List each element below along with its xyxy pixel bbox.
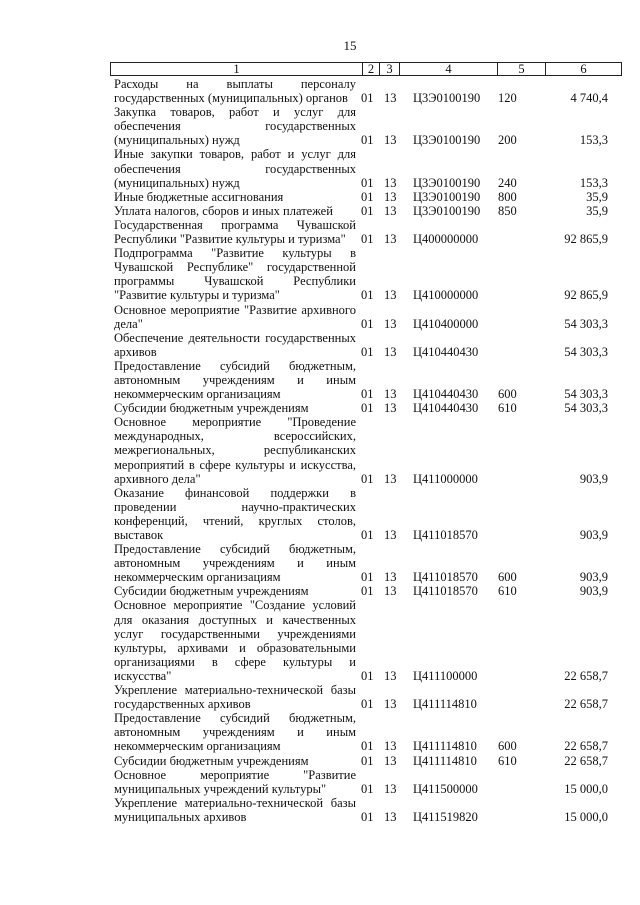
row-name: Предоставление субсидий бюджетным, автономным учреждениям и иным некоммерческим организациям <box>114 711 356 754</box>
row-target-article: Ц411500000 <box>413 781 478 796</box>
row-podrazdel: 13 <box>384 471 397 486</box>
row-name: Расходы на выплаты персоналу государственных (муниципальных) органов <box>114 77 356 106</box>
row-sum: 15 000,0 <box>564 781 608 796</box>
row-name: Основное мероприятие "Развитие архивного дела" <box>114 302 356 331</box>
row-razdel: 01 <box>361 288 374 303</box>
row-sum: 54 303,3 <box>564 387 608 402</box>
row-razdel: 01 <box>361 570 374 585</box>
row-target-article: Ц3Э0100190 <box>413 189 481 204</box>
row-name: Укрепление материально-технической базы государственных архивов <box>114 683 356 712</box>
row-razdel: 01 <box>361 584 374 599</box>
row-podrazdel: 13 <box>384 288 397 303</box>
row-target-article: Ц400000000 <box>413 232 479 247</box>
row-podrazdel: 13 <box>384 91 397 106</box>
row-name: Укрепление материально-технической базы муниципальных архивов <box>114 795 356 824</box>
row-podrazdel: 13 <box>384 668 397 683</box>
row-target-article: Ц411519820 <box>413 809 478 824</box>
row-target-article: Ц3Э0100190 <box>413 203 481 218</box>
table-row <box>114 598 624 683</box>
row-target-article: Ц411114810 <box>413 697 477 712</box>
row-sum: 35,9 <box>586 203 608 218</box>
row-podrazdel: 13 <box>384 781 397 796</box>
row-expense-type: 800 <box>498 189 517 204</box>
table-body <box>114 77 624 824</box>
row-razdel: 01 <box>361 401 374 416</box>
row-expense-type: 610 <box>498 584 517 599</box>
row-target-article: Ц411018570 <box>413 528 478 542</box>
row-name: Субсидии бюджетным учреждениям <box>114 753 309 768</box>
table-row <box>114 331 624 359</box>
row-sum: 54 303,3 <box>564 344 608 359</box>
row-razdel: 01 <box>361 91 374 106</box>
row-podrazdel: 13 <box>384 387 397 402</box>
row-podrazdel: 13 <box>384 133 397 148</box>
row-razdel: 01 <box>361 739 374 754</box>
row-sum: 15 000,0 <box>564 809 608 824</box>
row-podrazdel: 13 <box>384 753 397 768</box>
table-row <box>114 768 624 796</box>
header-col-4: 4 <box>400 63 498 75</box>
row-sum: 4 740,4 <box>570 91 608 106</box>
row-razdel: 01 <box>361 175 374 190</box>
table-row <box>114 303 624 331</box>
row-sum: 92 865,9 <box>564 232 608 247</box>
row-target-article: Ц411000000 <box>413 471 478 486</box>
row-name: Иные бюджетные ассигнования <box>114 189 284 204</box>
row-target-article: Ц411018570 <box>413 570 478 585</box>
table-row <box>114 105 624 147</box>
row-sum: 22 658,7 <box>564 739 608 754</box>
row-razdel: 01 <box>361 344 374 359</box>
row-sum: 153,3 <box>579 175 608 190</box>
row-expense-type: 200 <box>498 133 517 148</box>
row-razdel: 01 <box>361 528 374 542</box>
row-razdel: 01 <box>361 753 374 768</box>
row-name: Субсидии бюджетным учреждениям <box>114 401 309 416</box>
row-name: Иные закупки товаров, работ и услуг для обеспечения государственных (муниципальных) нужд <box>114 147 356 190</box>
row-podrazdel: 13 <box>384 232 397 247</box>
table-row <box>114 218 624 246</box>
row-razdel: 01 <box>361 668 374 683</box>
row-razdel: 01 <box>361 189 374 204</box>
row-razdel: 01 <box>361 387 374 402</box>
row-expense-type: 600 <box>498 739 517 754</box>
row-target-article: Ц410000000 <box>413 288 479 303</box>
row-target-article: Ц410440430 <box>413 387 479 402</box>
row-name: Обеспечение деятельности государственных архивов <box>114 330 356 359</box>
table-row <box>114 190 624 204</box>
row-podrazdel: 13 <box>384 809 397 824</box>
row-name: Закупка товаров, работ и услуг для обеспечения государственных (муниципальных) нужд <box>114 105 356 148</box>
row-sum: 54 303,3 <box>564 401 608 416</box>
row-sum: 903,9 <box>579 570 608 585</box>
table-row <box>114 796 624 824</box>
row-expense-type: 610 <box>498 753 517 768</box>
header-col-5: 5 <box>498 63 546 75</box>
row-sum: 92 865,9 <box>564 288 608 303</box>
row-podrazdel: 13 <box>384 584 397 599</box>
row-expense-type: 600 <box>498 570 517 585</box>
row-podrazdel: 13 <box>384 189 397 204</box>
row-target-article: Ц411100000 <box>413 668 478 683</box>
header-col-2: 2 <box>363 63 380 75</box>
table-row <box>114 246 624 302</box>
row-sum: 903,9 <box>579 584 608 599</box>
header-col-1: 1 <box>111 63 363 75</box>
row-podrazdel: 13 <box>384 528 397 542</box>
row-podrazdel: 13 <box>384 175 397 190</box>
row-sum: 22 658,7 <box>564 753 608 768</box>
row-name: Основное мероприятие "Проведение международных, всероссийских, межрегиональных, республиканских мероприятий в сфере культуры и искусства, архивного дела" <box>114 415 356 486</box>
row-sum: 35,9 <box>586 189 608 204</box>
table-header <box>110 62 622 76</box>
table-row <box>114 754 624 768</box>
row-sum: 54 303,3 <box>564 316 608 331</box>
row-target-article: Ц410440430 <box>413 401 479 416</box>
row-sum: 22 658,7 <box>564 697 608 712</box>
header-col-3: 3 <box>380 63 400 75</box>
row-podrazdel: 13 <box>384 316 397 331</box>
row-target-article: Ц3Э0100190 <box>413 175 481 190</box>
table-row <box>114 147 624 189</box>
table-row <box>114 401 624 415</box>
row-name: Подпрограмма "Развитие культуры в Чувашской Республике" государственной программы Чувашской Республики "Развитие культуры и туризма" <box>114 246 356 303</box>
row-razdel: 01 <box>361 232 374 247</box>
table-row <box>114 77 624 105</box>
row-podrazdel: 13 <box>384 203 397 218</box>
row-razdel: 01 <box>361 316 374 331</box>
page-number: 15 <box>343 38 357 53</box>
row-razdel: 01 <box>361 133 374 148</box>
row-name: Субсидии бюджетным учреждениям <box>114 584 309 599</box>
table-row <box>114 542 624 584</box>
row-razdel: 01 <box>361 809 374 824</box>
row-target-article: Ц3Э0100190 <box>413 91 481 106</box>
row-razdel: 01 <box>361 697 374 712</box>
row-podrazdel: 13 <box>384 344 397 359</box>
row-expense-type: 850 <box>498 203 517 218</box>
row-name: Основное мероприятие "Развитие муниципальных учреждений культуры" <box>114 767 356 796</box>
row-name: Государственная программа Чувашской Республики "Развитие культуры и туризма" <box>114 217 356 247</box>
table-row <box>114 584 624 598</box>
row-name: Предоставление субсидий бюджетным, автономным учреждениям и иным некоммерческим организациям <box>114 542 356 585</box>
table-row <box>114 359 624 401</box>
row-razdel: 01 <box>361 203 374 218</box>
row-expense-type: 120 <box>498 91 517 106</box>
row-target-article: Ц411018570 <box>413 584 478 599</box>
row-target-article: Ц411114810 <box>413 739 477 754</box>
row-podrazdel: 13 <box>384 570 397 585</box>
table-row <box>114 683 624 711</box>
row-target-article: Ц410440430 <box>413 344 479 359</box>
header-col-6: 6 <box>580 62 587 76</box>
row-sum: 153,3 <box>579 133 608 148</box>
table-row <box>114 204 624 218</box>
row-target-article: Ц411114810 <box>413 753 477 768</box>
row-sum: 22 658,7 <box>564 668 608 683</box>
row-razdel: 01 <box>361 471 374 486</box>
table-row <box>114 415 624 485</box>
row-name: Оказание финансовой поддержки в проведении научно-практических конференций, чтений, круглых столов, выставок <box>114 485 356 542</box>
table-row <box>114 486 624 542</box>
row-name: Предоставление субсидий бюджетным, автономным учреждениям и иным некоммерческим организациям <box>114 358 356 402</box>
row-expense-type: 240 <box>498 175 517 190</box>
row-razdel: 01 <box>361 781 374 796</box>
row-sum: 903,9 <box>579 471 608 486</box>
table-row <box>114 711 624 753</box>
row-podrazdel: 13 <box>384 739 397 754</box>
row-name: Уплата налогов, сборов и иных платежей <box>114 203 333 218</box>
row-sum: 903,9 <box>579 528 608 542</box>
row-expense-type: 600 <box>498 387 517 402</box>
row-podrazdel: 13 <box>384 401 397 416</box>
row-target-article: Ц410400000 <box>413 316 479 331</box>
row-name: Основное мероприятие "Создание условий для оказания доступных и качественных услуг государственными учреждениями культуры, архивами и образовательными организациями в сфере культуры и искусства" <box>114 598 356 683</box>
row-target-article: Ц3Э0100190 <box>413 133 481 148</box>
row-expense-type: 610 <box>498 401 517 416</box>
row-podrazdel: 13 <box>384 697 397 712</box>
